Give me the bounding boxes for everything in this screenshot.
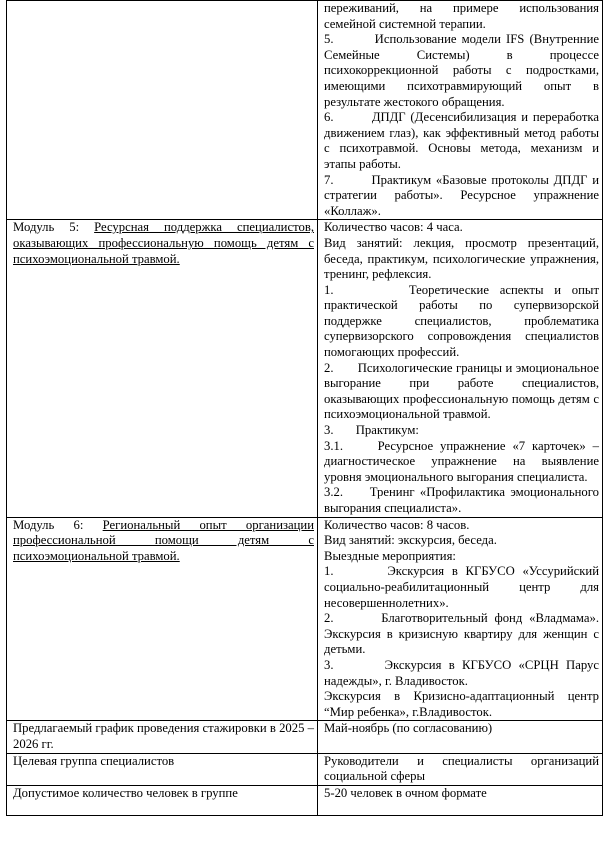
module5-prefix: Модуль 5:: [13, 220, 95, 235]
table-row-module6: [7, 517, 603, 721]
target-group-label: Целевая группа специалистов: [7, 753, 318, 785]
module6-item-1: 1. Экскурсия в КГБУСО «Уссурийский социально-реабилитационный центр для несовершеннолетних».: [324, 564, 599, 610]
module5-activity-types: Вид занятий: лекция, просмотр презентаций, беседа, практикум, психологические упражнения, тренинг, рефлексия.: [324, 235, 599, 282]
module5-item-3-2: 3.2. Тренинг «Профилактика эмоционального выгорания специалиста».: [324, 485, 599, 515]
module6-title: Региональный опыт организации профессиональной помощи детям с психоэмоциональной травмой.: [13, 517, 314, 563]
module4-item-7: 7. Практикум «Базовые протоколы ДПДГ и стратегии работы». Ресурсное упражнение «Коллаж».: [324, 172, 599, 218]
module4-item-5: 5. Использование модели IFS (Внутренние Семейные Системы) в процессе психокоррекционной работы с подростками, имеющими психотравмирующий опыт в результате жестокого обращения.: [324, 32, 599, 109]
module4-left-cell: [7, 1, 318, 220]
module6-item-3: 3. Экскурсия в КГБУСО «СРЦН Парус надежды», г. Владивосток.: [324, 657, 599, 688]
module5-title: Ресурсная поддержка специалистов, оказывающих профессиональную помощь детям с психоэмоциональной травмой.: [13, 220, 314, 266]
module6-hours: Количество часов: 8 часов.: [324, 517, 470, 532]
module6-activity-types: Вид занятий: экскурсия, беседа.: [324, 533, 497, 548]
table-row-group-size: [7, 785, 603, 816]
module5-title-cell: [7, 220, 318, 517]
module6-prefix: Модуль 6:: [13, 517, 103, 532]
module6-item-2: 2. Благотворительный фонд «Владмама». Экскурсия в кризисную квартиру для женщин с детьми.: [324, 611, 599, 657]
group-size-value: 5-20 человек в очном формате: [318, 785, 603, 816]
table-row-schedule: [7, 721, 603, 753]
module5-content-cell: [318, 220, 603, 517]
module5-item-3-1: 3.1. Ресурсное упражнение «7 карточек» – диагностическое упражнение на выявление уровня эмоционального выгорания специалиста.: [324, 438, 599, 484]
module4-right-cell: [318, 1, 603, 220]
program-table: [6, 0, 603, 816]
module6-item-4: Экскурсия в Кризисно-адаптационный центр “Мир ребенка», г.Владивосток.: [324, 689, 599, 719]
module4-item-4-tail: переживаний, на примере использования семейной системной терапии.: [324, 1, 599, 31]
table-row-target-group: [7, 753, 603, 785]
module6-content-cell: [318, 517, 603, 721]
schedule-value: Май-ноябрь (по согласованию): [318, 721, 603, 753]
module5-item-2: 2. Психологические границы и эмоциональное выгорание при работе специалистов, оказывающих профессиональную помощь детям с психоэмоциональной травмой.: [324, 360, 599, 422]
module5-item-1: 1. Теоретические аспекты и опыт практической работы по супервизорской поддержке специалистов, проблематика супервизорского сопровождения специалистов помогающих профессий.: [324, 282, 599, 360]
module5-hours: Количество часов: 4 часа.: [324, 220, 463, 235]
group-size-label: Допустимое количество человек в группе: [7, 785, 318, 816]
module6-field-events: Выездные мероприятия:: [324, 548, 456, 563]
target-group-value: Руководители и специалисты организаций социальной сферы: [318, 753, 603, 785]
table-row-module4-continuation: [7, 1, 603, 220]
module4-item-6: 6. ДПДГ (Десенсибилизация и переработка движением глаз), как эффективный метод работы с психотравмой. Основы метода, механизм и этапы работы.: [324, 110, 599, 171]
module5-item-3: 3. Практикум:: [324, 423, 419, 438]
table-row-module5: [7, 220, 603, 517]
schedule-label: Предлагаемый график проведения стажировки в 2025 – 2026 гг.: [7, 721, 318, 753]
module6-title-cell: [7, 517, 318, 721]
